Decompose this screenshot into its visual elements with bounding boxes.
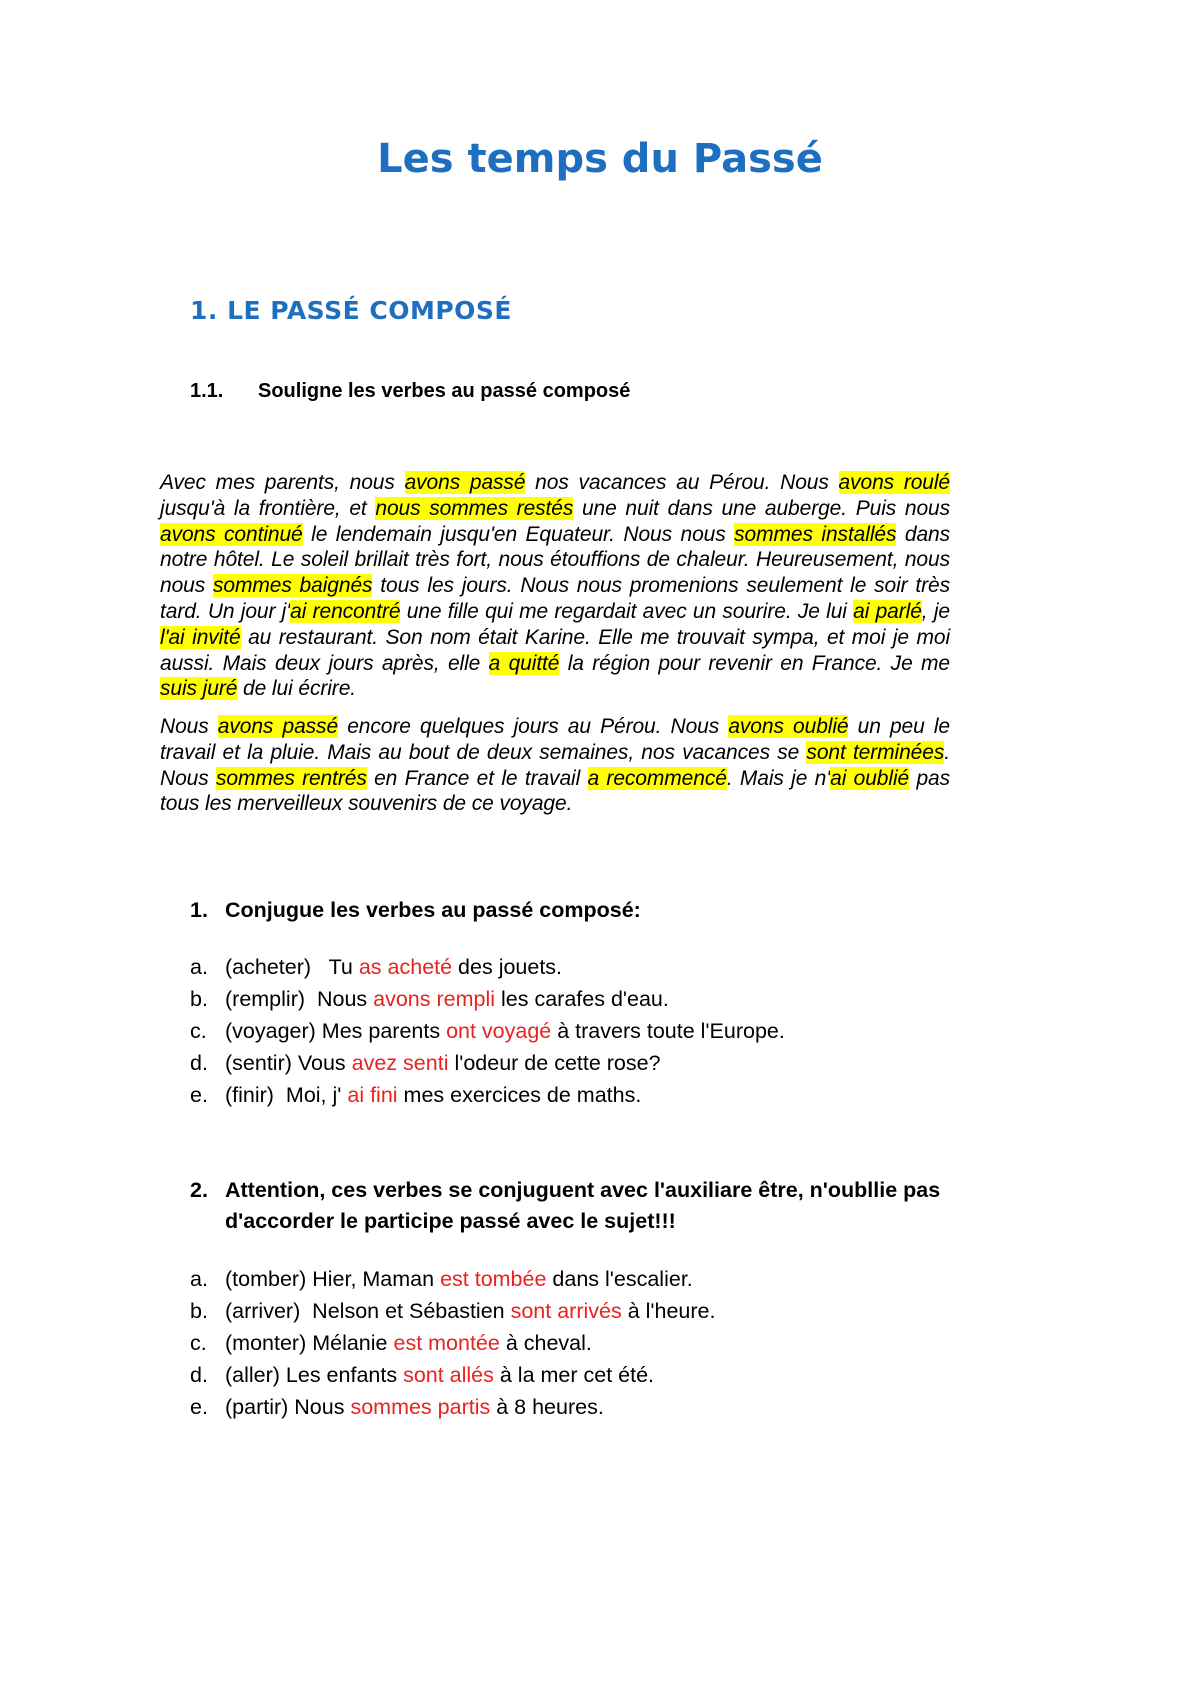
item-answer: avons rempli [373,987,496,1011]
item-answer: avez senti [351,1051,449,1075]
item-answer: sont allés [403,1363,494,1387]
text-segment: Avec mes parents, nous [160,471,405,494]
item-prompt: (finir) Moi, j' [225,1083,348,1107]
highlighted-verb: avons oublié [728,715,849,738]
text-segment: . Mais je n' [726,766,831,790]
item-letter: a. [190,1267,208,1291]
text-segment: une fille qui me regardait avec un sourire. Je lui [400,599,854,623]
exercise-number: 2. [190,1178,208,1202]
text-segment: le lendemain jusqu'en Equateur. Nous nous [302,522,735,546]
item-rest: à l'heure. [621,1299,716,1323]
item-answer: ai fini [347,1083,398,1107]
item-letter: d. [190,1051,208,1075]
item-letter: e. [190,1395,208,1419]
highlighted-verb: l'ai invité [160,625,241,649]
item-prompt: (voyager) Mes parents [225,1019,447,1043]
item-answer: ont voyagé [446,1019,552,1043]
exercise-item [190,951,970,983]
item-prompt: (remplir) Nous [225,987,374,1011]
item-letter: b. [190,987,208,1011]
exercise-item [190,1359,970,1391]
highlighted-verb: ai parlé [853,599,922,623]
text-segment: encore quelques jours au Pérou. Nous [338,715,729,738]
exercise-item [190,1295,970,1327]
highlighted-verb: nous sommes restés [375,496,574,520]
exercise-label: Souligne les verbes au passé composé [258,380,631,402]
exercise-item [190,983,970,1015]
text-segment: de lui écrire. [237,677,357,701]
highlighted-verb: a quitté [488,651,560,675]
item-letter: e. [190,1083,208,1107]
item-rest: à la mer cet été. [493,1363,655,1387]
text-segment: un peu le travail et la pluie. Mais au bout de deux semaines, nos vacances se [160,715,951,764]
highlighted-verb: ai oublié [830,766,910,790]
highlighted-verb: avons continué [160,522,303,546]
item-letter: b. [190,1299,208,1323]
exercise-items [190,1263,970,1423]
text-segment: , je [921,599,950,623]
item-answer: sont arrivés [510,1299,622,1323]
highlighted-verb: avons passé [404,471,526,494]
text-segment: Nous [160,715,218,738]
highlighted-verb: suis juré [160,677,238,701]
item-rest: dans l'escalier. [546,1267,693,1291]
exercise-etre [190,1175,970,1423]
section-heading: 1. LE PASSÉ COMPOSÉ [190,296,512,325]
item-rest: des jouets. [452,955,563,979]
exercise-items [190,951,970,1111]
exercise-1-1-heading [190,380,630,403]
exercise-heading [190,895,970,926]
item-letter: d. [190,1363,208,1387]
item-rest: les carafes d'eau. [495,987,669,1011]
exercise-item [190,1327,970,1359]
text-paragraph-2 [160,714,950,817]
item-prompt: (tomber) Hier, Maman [225,1267,441,1291]
text-segment: au restaurant. Son nom était Karine. Elle me trouvait sympa, et moi je moi aussi. Mais deux jours après, elle [160,625,951,675]
item-rest: à travers toute l'Europe. [551,1019,785,1043]
exercise-number: 1. [190,898,208,922]
item-letter: c. [190,1019,207,1043]
item-answer: est montée [393,1331,500,1355]
item-rest: à cheval. [499,1331,592,1355]
text-segment: une nuit dans une auberge. Puis nous [573,496,951,520]
text-segment: tous les jours. Nous nous promenions seulement le soir très tard. Un jour j' [160,574,951,623]
highlighted-verb: sommes rentrés [215,766,367,790]
text-segment: en France et le travail [366,766,588,790]
exercise-heading [190,1175,970,1237]
item-rest: à 8 heures. [490,1395,604,1419]
highlighted-verb: avons passé [217,715,339,738]
exercise-label: Attention, ces verbes se conjuguent avec l'auxiliare être, n'oubllie pas d'accorder le participe passé avec le sujet!!! [225,1178,941,1233]
exercise-number: 1.1. [190,380,224,402]
item-answer: est tombée [440,1267,547,1291]
exercise-item [190,1047,970,1079]
highlighted-verb: avons roulé [838,471,951,494]
exercise-item [190,1391,970,1423]
exercise-item [190,1263,970,1295]
item-prompt: (acheter) Tu [225,955,359,979]
exercise-label: Conjugue les verbes au passé composé: [225,898,641,922]
item-prompt: (aller) Les enfants [225,1363,404,1387]
document-title: Les temps du Passé [377,136,823,182]
text-segment: la région pour revenir en France. Je me [559,651,950,675]
text-segment: jusqu'à la frontière, et [160,496,376,520]
text-paragraph-1 [160,470,950,702]
item-prompt: (sentir) Vous [225,1051,352,1075]
item-answer: as acheté [358,955,453,979]
text-segment: dans notre hôtel. Le soleil brillait très fort, nous étouffions de chaleur. Heureusement, nous nous [160,522,951,598]
exercise-conjugate [190,895,970,1111]
item-prompt: (partir) Nous [225,1395,351,1419]
item-rest: l'odeur de cette rose? [448,1051,661,1075]
item-prompt: (arriver) Nelson et Sébastien [225,1299,511,1323]
exercise-item [190,1015,970,1047]
item-rest: mes exercices de maths. [397,1083,642,1107]
highlighted-verb: ai rencontré [290,599,401,623]
item-letter: a. [190,955,208,979]
item-answer: sommes partis [350,1395,491,1419]
text-segment: . Nous [160,740,950,790]
text-segment: pas tous les merveilleux souvenirs de ce voyage. [160,766,951,816]
highlighted-verb: a recommencé [587,766,727,790]
highlighted-verb: sommes installés [734,522,897,546]
highlighted-verb: sommes baignés [212,574,373,598]
text-segment: nos vacances au Pérou. Nous [525,471,839,494]
exercise-item [190,1079,970,1111]
highlighted-verb: sont terminées [806,740,945,764]
item-letter: c. [190,1331,207,1355]
item-prompt: (monter) Mélanie [225,1331,394,1355]
